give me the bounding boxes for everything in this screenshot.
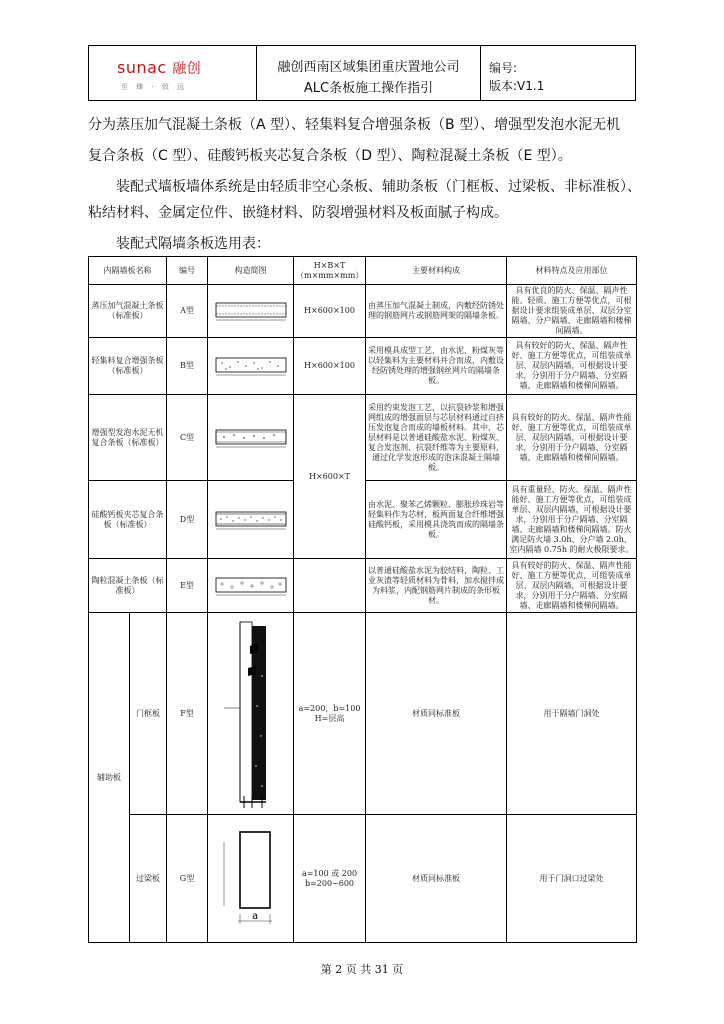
board-section-diagram	[212, 354, 290, 378]
paragraph-line: 复合条板（C 型）、硅酸钙板夹芯复合条板（D 型）、陶粒混凝土条板（E 型）。	[88, 148, 572, 164]
board-name: 增强型发泡水泥无机复合条板（标准板）	[89, 395, 167, 481]
dims-line: H=层高	[314, 713, 345, 723]
table-row	[89, 559, 637, 613]
board-material: 采用模具成型工艺，由水泥、粉煤灰等以轻集料为主要材料并合而成，内敷设经防锈处理的增强钢丝网片的隔墙条板。	[366, 338, 507, 395]
header-diagram: 构造简图	[208, 257, 294, 285]
table-header-row	[89, 257, 637, 285]
board-diagram	[208, 338, 294, 395]
table-row	[89, 815, 637, 943]
board-material: 材质同标准板	[366, 613, 507, 815]
table-caption: 装配式隔墙条板选用表：	[116, 236, 270, 252]
header-dims: H×B×T（m×mm×mm）	[294, 257, 366, 285]
code-label: 编号:	[489, 61, 518, 75]
board-code: E型	[167, 559, 208, 613]
board-code: B型	[167, 338, 208, 395]
board-diagram	[208, 815, 294, 943]
meta-cell	[481, 46, 635, 100]
board-code: D型	[167, 481, 208, 559]
board-features: 用于隔墙门洞处	[507, 613, 637, 815]
board-diagram	[208, 395, 294, 481]
dims-line: b=200~600	[304, 878, 355, 888]
board-dims	[294, 559, 366, 613]
board-dims: H×600×100	[294, 338, 366, 395]
document-header	[88, 45, 636, 101]
version-label: 版本:V1.1	[489, 79, 545, 93]
dims-line: a=100 或 200	[301, 868, 358, 878]
table-row	[89, 395, 637, 481]
partition-board-selection-table	[88, 256, 637, 943]
board-code: A型	[167, 285, 208, 338]
board-section-diagram	[212, 299, 290, 323]
title-cell	[257, 46, 481, 100]
logo-tagline: 至 臻 · 致 远	[121, 83, 188, 91]
board-features: 具有重量轻、防火、保温、隔声性能好、施工方便等优点，可组装成单层、双层内隔墙，可根据设计要求，分别用于分户隔墙、分室隔墙、走廊隔墙和楼梯间隔墙。防火满足防火墙 3.0h、分户墙 2.0h、室内隔墙 0.75h 的耐火极限要求。	[507, 481, 637, 559]
board-features: 具有较好的防火、保温、隔声性能好、施工方便等优点，可组装成单层、双层内隔墙，可根据设计要求，分别用于分户隔墙、分室隔墙、走廊隔墙和楼梯间隔墙。	[507, 559, 637, 613]
board-section-diagram	[212, 508, 290, 532]
company-name: 融创西南区域集团重庆置地公司	[277, 60, 460, 75]
board-features: 具有较好的防火、保温、隔声性能好、施工方便等优点，可组装成单层、双层内隔墙，可根据设计要求，分别用于分户隔墙、分室隔墙、走廊隔墙和楼梯间隔墙。	[507, 395, 637, 481]
table-row	[89, 613, 637, 815]
board-diagram	[208, 559, 294, 613]
header-code: 编号	[167, 257, 208, 285]
logo-cell	[89, 46, 257, 100]
paragraph-line: 分为蒸压加气混凝土条板（A 型）、轻集料复合增强条板（B 型）、增强型发泡水泥无机	[88, 117, 621, 133]
dims-line: a=200，b=100	[298, 703, 361, 713]
board-dims	[294, 815, 366, 943]
header-features: 材料特点及应用部位	[507, 257, 637, 285]
aux-group-label: 辅助板	[89, 613, 130, 943]
board-name: 轻集料复合增强条板（标准板）	[89, 338, 167, 395]
board-section-diagram	[212, 426, 290, 450]
board-features: 具有较好的防火、保温、隔声性好、施工方便等优点，可组装成单层、双层内隔墙，可根据设计要求，分别用于分户隔墙、分室隔墙、走廊隔墙和楼梯间隔墙。	[507, 338, 637, 395]
board-code: F型	[167, 613, 208, 815]
board-section-diagram	[212, 574, 290, 598]
board-material: 由蒸压加气混凝土制成，内敷经防锈处理的钢筋网片或钢筋网架的隔墙条板。	[366, 285, 507, 338]
board-material: 材质同标准板	[366, 815, 507, 943]
board-diagram	[208, 285, 294, 338]
board-name: 蒸压加气混凝土条板（标准板）	[89, 285, 167, 338]
company-logo: sunac 融创	[117, 58, 202, 77]
board-code: G型	[167, 815, 208, 943]
door-frame-board-diagram	[210, 616, 292, 812]
board-material: 以普通硅酸盐水泥为胶结料，陶粒、工业灰渣等轻质材料为骨料，加水搅拌成为料浆，内配钢筋网片制成的条形板材。	[366, 559, 507, 613]
board-features: 用于门洞口过梁处	[507, 815, 637, 943]
paragraph-line: 装配式墙板墙体系统是由轻质非空心条板、辅助条板（门框板、过梁板、非标准板）、	[116, 179, 641, 195]
page-number: 第 2 页 共 31 页	[320, 963, 404, 976]
document-title: ALC条板施工操作指引	[303, 81, 434, 96]
paragraph-line: 粘结材料、金属定位件、嵌缝材料、防裂增强材料及板面腻子构成。	[88, 205, 508, 221]
board-material: 由水泥、聚苯乙烯颗粒、膨胀珍珠岩等轻集料作为芯材，板两面复合纤维增强硅酸钙板，采用模具浇筑而成的隔墙条板。	[366, 481, 507, 559]
board-diagram	[208, 481, 294, 559]
dimension-label-a: a	[252, 910, 259, 922]
board-material: 采用约束发泡工艺，以抗裂砂浆和增强网组成的增强面层与芯层材料通过自挤压发泡复合而成的墙板材料。其中，芯层材料是以普通硅酸盐水泥、粉煤灰、复合发泡剂、抗裂纤维等为主要原料，通过化学发泡形成的泡沫混凝土隔墙板。	[366, 395, 507, 481]
board-name: 陶粒混凝土条板（标准板）	[89, 559, 167, 613]
board-diagram	[208, 613, 294, 815]
board-features: 具有优良的防火、保温、隔声性能、轻质、施工方便等优点，可根据设计要求组装成单层、双层分室隔墙、分户隔墙、走廊隔墙和楼梯间隔墙。	[507, 285, 637, 338]
board-name: 门框板	[130, 613, 167, 815]
table-row	[89, 338, 637, 395]
header-name: 内隔墙板名称	[89, 257, 167, 285]
board-dims	[294, 613, 366, 815]
table-row	[89, 285, 637, 338]
board-dims: H×600×T	[294, 395, 366, 559]
board-name: 硅酸钙板夹芯复合条板（标准板）	[89, 481, 167, 559]
board-code: C型	[167, 395, 208, 481]
board-dims: H×600×100	[294, 285, 366, 338]
board-name: 过梁板	[130, 815, 167, 943]
header-material: 主要材料构成	[366, 257, 507, 285]
lintel-board-diagram	[210, 824, 292, 934]
